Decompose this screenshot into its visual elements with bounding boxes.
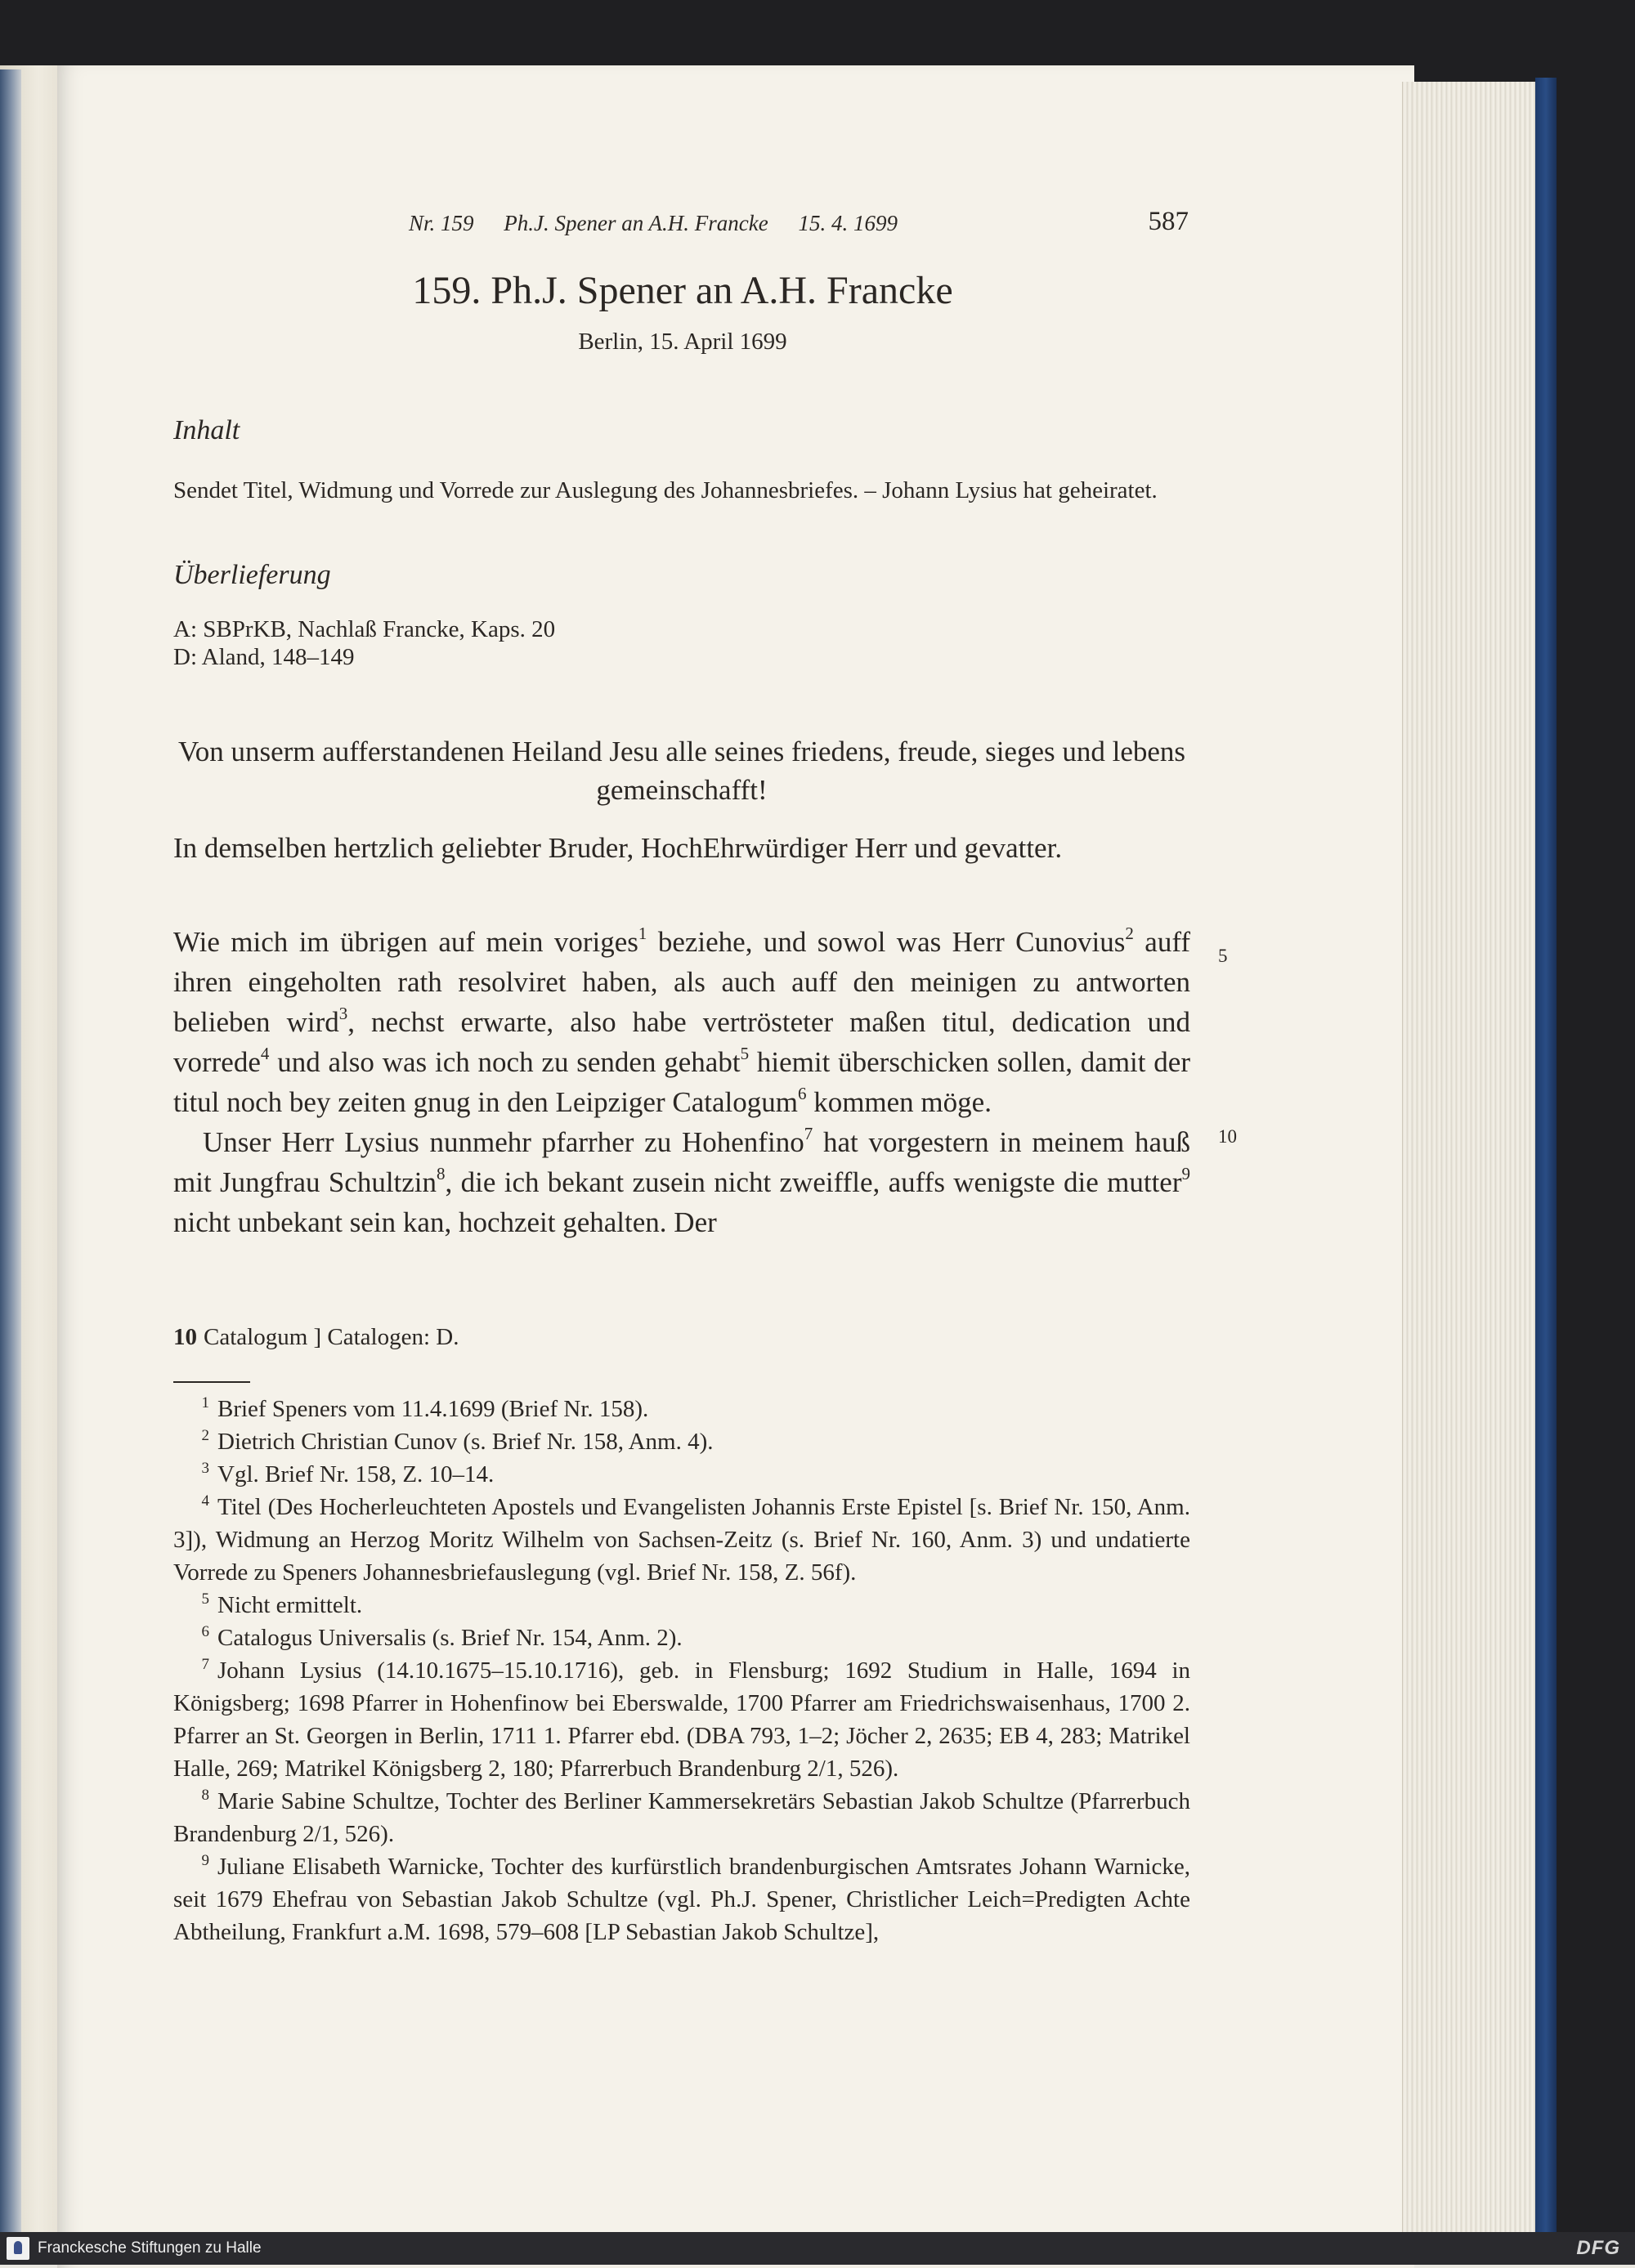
para2-text: hat vorgestern in meinem hauß mit Jungfrau Schultzin	[173, 1126, 1191, 1198]
footnote-ref: 6	[797, 1084, 807, 1104]
right-cover-edge	[1535, 78, 1557, 2260]
ueberlieferung-heading: Überlieferung	[173, 560, 331, 590]
running-head-nr: Nr. 159	[409, 211, 474, 235]
inhalt-text: Sendet Titel, Widmung und Vorrede zur Auslegung des Johannesbriefes. – Johann Lysius hat geheiratet.	[173, 477, 1158, 503]
footnote: 6 Catalogus Universalis (s. Brief Nr. 154, Anm. 2).	[201, 1623, 683, 1651]
page-number: 587	[1148, 207, 1189, 236]
critical-apparatus	[173, 1324, 459, 1351]
running-head-date: 15. 4. 1699	[798, 211, 898, 235]
para1-text: kommen möge.	[806, 1086, 992, 1118]
salutation: Von unserm aufferstandenen Heiland Jesu alle seines friedens, freude, sieges und lebens gemeinschafft!	[177, 736, 1186, 806]
footnote-text: Juliane Elisabeth Warnicke, Tochter des kurfürstlich brandenburgischen Amtsrates Johann Warnicke, seit 1679 Ehefrau von Sebastian Jakob Schultze (vgl. Ph.J. Spener, Christlicher Leich=Predigten Achte Abtheilung, Frankfurt a.M. 1698, 579–608 [LP Sebastian Jakob Schultze],	[173, 1854, 1190, 1945]
para2-text: nicht unbekant sein kan, hochzeit gehalten. Der	[173, 1206, 717, 1238]
dfg-watermark: DFG	[1576, 2237, 1620, 2259]
viewer-footer-bar	[0, 2232, 1635, 2265]
para1-text: beziehe, und sowol was Herr Cunovius	[647, 926, 1126, 958]
paragraph-2	[173, 1122, 1190, 1242]
footnote: 1 Brief Speners vom 11.4.1699 (Brief Nr. 158).	[201, 1394, 649, 1422]
paragraph-1	[173, 922, 1190, 1122]
institution-logo-icon	[7, 2237, 29, 2260]
footnotes	[173, 1393, 1190, 1948]
footnote-ref: 4	[260, 1044, 270, 1064]
footnote-text: Catalogus Universalis (s. Brief Nr. 154, Anm. 2).	[217, 1625, 683, 1651]
footnote-ref: 3	[338, 1004, 348, 1024]
footnote-ref: 8	[437, 1164, 446, 1184]
para2-text: , die ich bekant zusein nicht zweiffle, auffs wenigste die mutter	[445, 1166, 1182, 1198]
para1-text: auff ihren eingeholten rath resolviret haben, als auch auff den meinigen zu antworten belieben wird	[173, 926, 1190, 1038]
left-cover-edge	[0, 69, 21, 2260]
ueberlieferung-line-a: A: SBPrKB, Nachlaß Francke, Kaps. 20	[173, 616, 556, 642]
running-head	[409, 211, 922, 236]
footnote: 9 Juliane Elisabeth Warnicke, Tochter des kurfürstlich brandenburgischen Amtsrates Johann Warnicke, seit 1679 Ehefrau von Sebastian Jakob Schultze (vgl. Ph.J. Spener, Christlicher Leich=Predigten Achte Abtheilung, Frankfurt a.M. 1698, 579–608 [LP Sebastian Jakob Schultze],	[173, 1852, 1190, 1945]
footnote-text: Vgl. Brief Nr. 158, Z. 10–14.	[217, 1461, 495, 1487]
para1-text: , nechst erwarte, also habe vertrösteter maßen titul, dedication und vorrede	[173, 1006, 1190, 1078]
footnote-ref: 2	[1125, 924, 1134, 944]
footnote: 4 Titel (Des Hocherleuchteten Apostels und Evangelisten Johannis Erste Epistel [s. Brief Nr. 150, Anm. 3]), Widmung an Herzog Moritz Wilhelm von Sachsen-Zeitz (s. Brief Nr. 160, Anm. 3) und undatierte Vorrede zu Speners Johannesbriefauslegung (vgl. Brief Nr. 158, Z. 56f).	[173, 1492, 1190, 1586]
inhalt-heading: Inhalt	[173, 415, 240, 445]
para1-text: hiemit überschicken sollen, damit der titul noch bey zeiten gnug in den Leipziger Catalogum	[173, 1046, 1190, 1118]
para2-text: Unser Herr Lysius nunmehr pfarrher zu Hohenfino	[203, 1126, 804, 1158]
footnote-text: Nicht ermittelt.	[217, 1592, 363, 1618]
running-head-parties: Ph.J. Spener an A.H. Francke	[504, 211, 768, 235]
footnote-text: Johann Lysius (14.10.1675–15.10.1716), geb. in Flensburg; 1692 Studium in Halle, 1694 in Königsberg; 1698 Pfarrer in Hohenfinow bei Eberswalde, 1700 Pfarrer am Friedrichswaisenhaus, 1700 2. Pfarrer an St. Georgen in Berlin, 1711 1. Pfarrer ebd. (DBA 793, 1–2; Jöcher 2, 2635; EB 4, 283; Matrikel Halle, 269; Matrikel Königsberg 2, 180; Pfarrerbuch Brandenburg 2/1, 526).	[173, 1657, 1190, 1782]
letter-title: 159. Ph.J. Spener an A.H. Francke	[412, 269, 953, 312]
page-stack-edge	[1402, 82, 1538, 2256]
footnote: 7 Johann Lysius (14.10.1675–15.10.1716), geb. in Flensburg; 1692 Studium in Halle, 1694 in Königsberg; 1698 Pfarrer in Hohenfinow bei Eberswalde, 1700 Pfarrer am Friedrichswaisenhaus, 1700 2. Pfarrer an St. Georgen in Berlin, 1711 1. Pfarrer ebd. (DBA 793, 1–2; Jöcher 2, 2635; EB 4, 283; Matrikel Halle, 269; Matrikel Königsberg 2, 180; Pfarrerbuch Brandenburg 2/1, 526).	[173, 1656, 1190, 1782]
line-number-5: 5	[1218, 946, 1228, 966]
footnote-ref: 1	[638, 924, 647, 944]
apparatus-text: Catalogum ] Catalogen: D.	[204, 1324, 459, 1350]
footnote-rule	[173, 1381, 250, 1383]
footnote-text: Titel (Des Hocherleuchteten Apostels und Evangelisten Johannis Erste Epistel [s. Brief Nr. 150, Anm. 3]), Widmung an Herzog Moritz Wilhelm von Sachsen-Zeitz (s. Brief Nr. 160, Anm. 3) und undatierte Vorrede zu Speners Johannesbriefauslegung (vgl. Brief Nr. 158, Z. 56f).	[173, 1494, 1190, 1586]
footnote: 3 Vgl. Brief Nr. 158, Z. 10–14.	[201, 1460, 495, 1487]
line-number-10: 10	[1218, 1126, 1237, 1147]
footnote: 2 Dietrich Christian Cunov (s. Brief Nr. 158, Anm. 4).	[201, 1427, 714, 1455]
ueberlieferung-line-d: D: Aland, 148–149	[173, 644, 355, 670]
footnote-ref: 9	[1181, 1164, 1190, 1184]
address-line: In demselben hertzlich geliebter Bruder, HochEhrwürdiger Herr und gevatter.	[173, 832, 1063, 864]
footnote-ref: 5	[740, 1044, 750, 1064]
footnote: 5 Nicht ermittelt.	[201, 1590, 363, 1618]
letter-body	[173, 922, 1190, 1242]
footnote-text: Brief Speners vom 11.4.1699 (Brief Nr. 158).	[217, 1396, 649, 1422]
footnote-ref: 7	[804, 1124, 813, 1144]
apparatus-line-number: 10	[173, 1324, 197, 1350]
footnote-text: Marie Sabine Schultze, Tochter des Berliner Kammersekretärs Sebastian Jakob Schultze (Pfarrerbuch Brandenburg 2/1, 526).	[173, 1788, 1190, 1847]
place-date: Berlin, 15. April 1699	[578, 329, 787, 355]
institution-name: Franckesche Stiftungen zu Halle	[38, 2239, 262, 2257]
footnote: 8 Marie Sabine Schultze, Tochter des Berliner Kammersekretärs Sebastian Jakob Schultze (Pfarrerbuch Brandenburg 2/1, 526).	[173, 1787, 1190, 1847]
footnote-text: Dietrich Christian Cunov (s. Brief Nr. 158, Anm. 4).	[217, 1429, 714, 1455]
para1-text: und also was ich noch zu senden gehabt	[269, 1046, 741, 1078]
para1-text: Wie mich im übrigen auf mein voriges	[173, 926, 638, 958]
